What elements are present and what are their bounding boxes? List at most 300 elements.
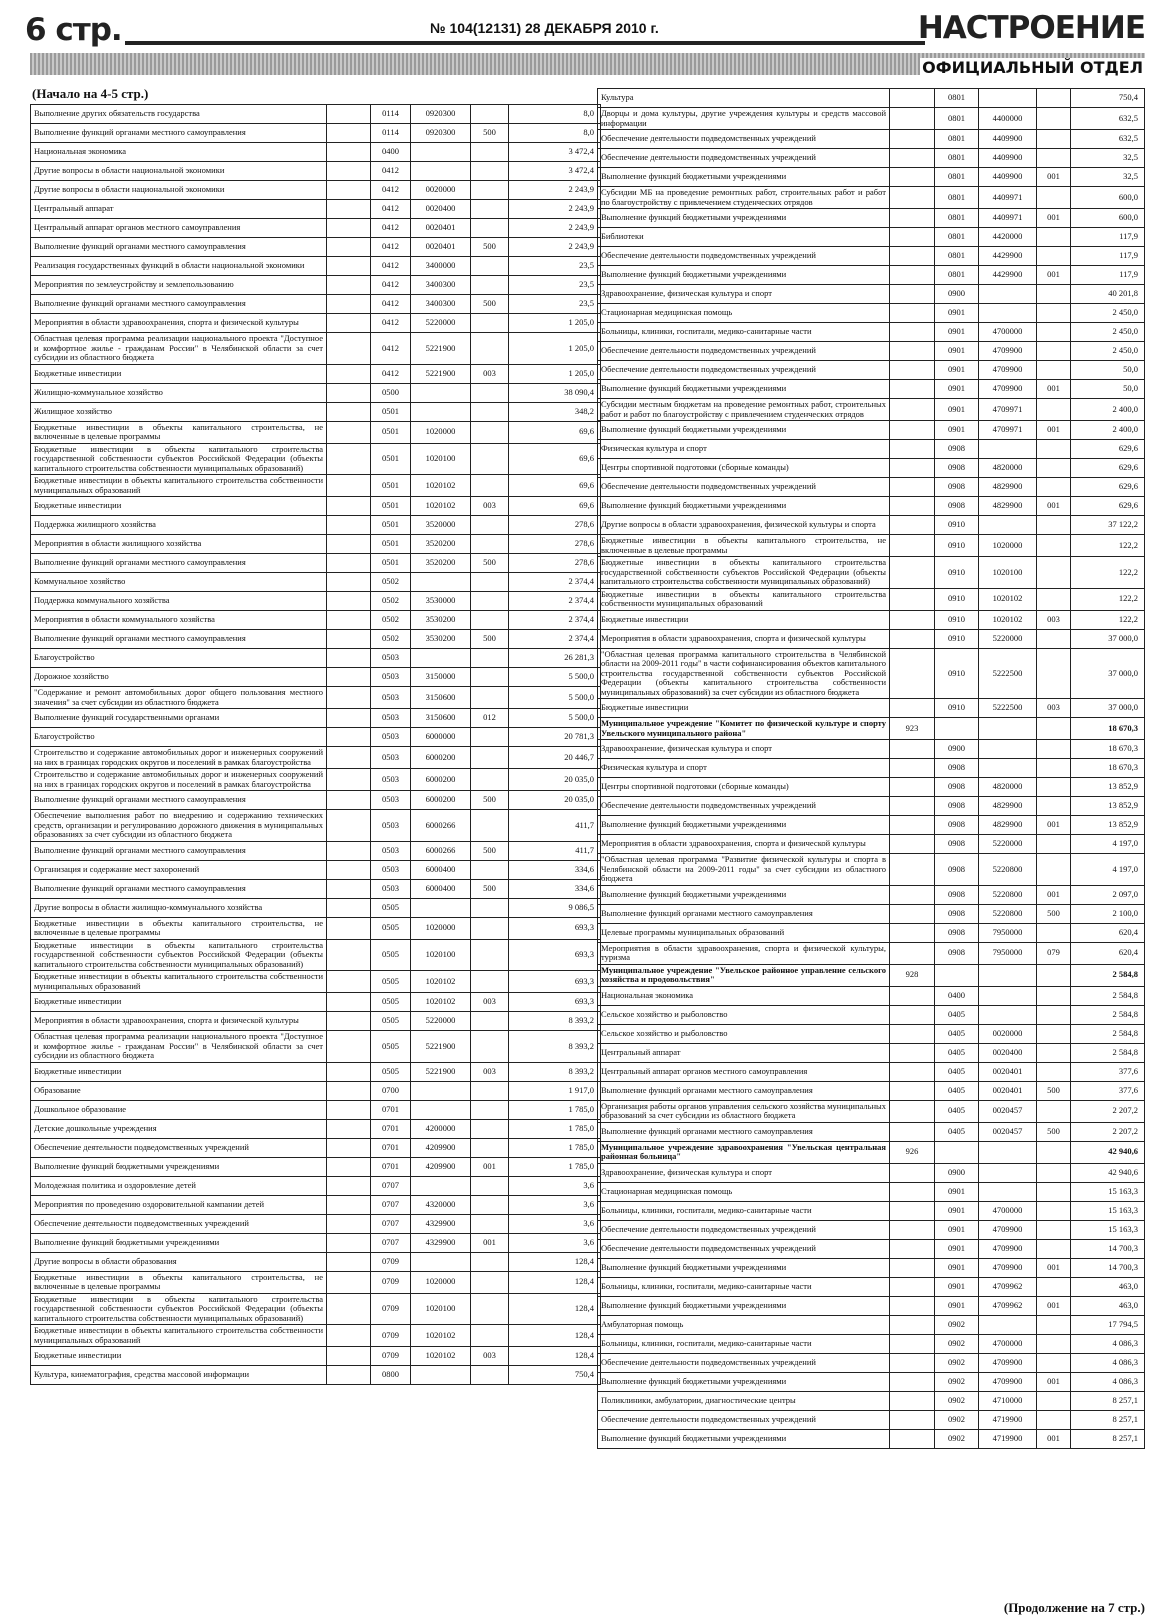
row-target: 4409900 [979,130,1037,149]
row-amount: 117,9 [1071,266,1145,285]
row-section: 0709 [371,1347,411,1366]
row-target: 4709900 [979,342,1037,361]
row-dept-code [890,1258,935,1277]
row-target [979,964,1037,986]
row-section: 0908 [935,942,979,964]
row-dept-code [327,573,371,592]
table-row [31,402,601,421]
table-row [31,314,601,333]
row-name: Мероприятия в области здравоохранения, спорта и физической культуры [31,314,327,333]
row-amount: 1 205,0 [509,314,601,333]
row-section: 0701 [371,1100,411,1119]
row-section: 0901 [935,1239,979,1258]
row-section: 0503 [371,649,411,668]
continued-from-note: (Начало на 4-5 стр.) [32,86,149,101]
table-row [31,1081,601,1100]
row-amount: 2 374,4 [509,611,601,630]
row-section: 0801 [935,209,979,228]
row-amount: 411,7 [509,810,601,842]
row-target: 5221900 [411,1031,471,1063]
row-dept-code [890,380,935,399]
table-row [31,1031,601,1063]
row-name: Другие вопросы в области национальной экономики [31,162,327,181]
row-amount: 42 940,6 [1071,1141,1145,1163]
row-dept-code [327,971,371,993]
row-target: 5220000 [411,314,471,333]
row-kind [1037,629,1071,648]
table-row [598,149,1145,168]
row-section: 0801 [935,89,979,108]
row-amount: 15 163,3 [1071,1201,1145,1220]
row-dept-code [890,1024,935,1043]
row-name: Культура, кинематография, средства массовой информации [31,1366,327,1385]
row-amount: 1 785,0 [509,1138,601,1157]
row-dept-code [327,747,371,769]
row-kind [1037,1239,1071,1258]
row-target: 1020000 [411,1271,471,1293]
table-row [31,791,601,810]
row-target [411,898,471,917]
row-dept-code [327,1119,371,1138]
table-row [31,728,601,747]
row-amount: 334,6 [509,879,601,898]
row-dept-code [327,993,371,1012]
row-amount: 693,3 [509,917,601,939]
row-section: 0503 [371,668,411,687]
row-section: 0908 [935,459,979,478]
table-row [31,1214,601,1233]
table-row [31,1293,601,1325]
left-budget-table [30,104,600,1385]
table-row [598,610,1145,629]
table-row [31,257,601,276]
row-name: Физическая культура и спорт [598,440,890,459]
row-dept-code [890,797,935,816]
row-amount: 3 472,4 [509,162,601,181]
row-name: Обеспечение деятельности подведомственных учреждений [598,130,890,149]
row-amount: 278,6 [509,535,601,554]
row-name: Областная целевая программа реализации национального проекта "Доступное и комфортное жилье - гражданам России" в Челябинской области за счет субсидии из областного бюджета [31,1031,327,1063]
table-row [31,1366,601,1385]
row-target: 4719900 [979,1429,1037,1448]
row-dept-code [327,200,371,219]
row-amount: 278,6 [509,516,601,535]
row-section: 0412 [371,364,411,383]
row-target: 3150000 [411,668,471,687]
row-target [411,1081,471,1100]
table-row [31,1195,601,1214]
row-amount: 1 785,0 [509,1157,601,1176]
row-dept-code [327,728,371,747]
row-name: Физическая культура и спорт [598,759,890,778]
row-section: 0908 [935,797,979,816]
row-section: 0405 [935,1043,979,1062]
row-section: 0114 [371,105,411,124]
row-target: 1020102 [411,497,471,516]
row-name: Выполнение функций органами местного самоуправления [31,238,327,257]
row-name: Центральный аппарат [598,1043,890,1062]
row-amount: 2 243,9 [509,181,601,200]
row-name: Благоустройство [31,728,327,747]
row-dept-code [327,1081,371,1100]
row-kind [1037,1100,1071,1122]
table-row [31,238,601,257]
row-section: 0701 [371,1157,411,1176]
row-kind [1037,247,1071,266]
row-kind [1037,149,1071,168]
row-section: 0908 [935,778,979,797]
row-target: 1020102 [979,610,1037,629]
row-amount: 50,0 [1071,380,1145,399]
row-name: "Содержание и ремонт автомобильных дорог общего пользования местного значения" за счет субсидии из областного бюджета [31,687,327,709]
row-target: 4329900 [411,1214,471,1233]
row-dept-code [890,986,935,1005]
row-section: 0901 [935,1296,979,1315]
row-dept-code [327,1176,371,1195]
row-dept-code [327,860,371,879]
row-kind [471,687,509,709]
row-amount: 2 584,8 [1071,1043,1145,1062]
page-number: 6 стр. [25,12,122,48]
row-kind: 001 [1037,1429,1071,1448]
row-name: Больницы, клиники, госпитали, медико-санитарные части [598,1277,890,1296]
table-row [31,535,601,554]
row-amount: 5 500,0 [509,668,601,687]
row-amount: 1 785,0 [509,1100,601,1119]
row-dept-code [327,709,371,728]
row-kind [1037,1220,1071,1239]
row-name: Поддержка коммунального хозяйства [31,592,327,611]
row-section: 0801 [935,247,979,266]
row-amount: 629,6 [1071,459,1145,478]
row-target: 4700000 [979,323,1037,342]
table-row [31,497,601,516]
row-kind: 001 [1037,885,1071,904]
row-name: Выполнение других обязательств государства [31,105,327,124]
row-dept-code [890,557,935,589]
row-target: 3530200 [411,611,471,630]
row-kind: 001 [1037,421,1071,440]
row-amount: 69,6 [509,421,601,443]
row-name: Выполнение функций бюджетными учреждениями [598,1372,890,1391]
row-target: 4709900 [979,1353,1037,1372]
row-kind [471,443,509,475]
row-dept-code [890,1163,935,1182]
row-target [411,402,471,421]
row-kind: 500 [471,295,509,314]
row-section: 0910 [935,535,979,557]
table-row [598,89,1145,108]
table-row [598,209,1145,228]
table-row [598,854,1145,886]
row-target: 4829900 [979,478,1037,497]
row-target: 0020457 [979,1100,1037,1122]
row-section: 0412 [371,276,411,295]
table-row [598,1372,1145,1391]
row-amount: 629,6 [1071,478,1145,497]
row-amount: 13 852,9 [1071,816,1145,835]
row-section: 0709 [371,1293,411,1325]
table-row [598,1258,1145,1277]
row-amount: 117,9 [1071,228,1145,247]
row-name: "Областная целевая программа "Развитие физической культуры и спорта в Челябинской области на 2009-2011 годы" за счет субсидии из областного бюджета [598,854,890,886]
row-amount: 69,6 [509,475,601,497]
table-row [598,964,1145,986]
row-kind [1037,1315,1071,1334]
row-dept-code [890,1182,935,1201]
row-kind [1037,399,1071,421]
row-section: 0908 [935,854,979,886]
row-name: "Областная целевая программа капитального строительства в Челябинской области на 2009-2011 годы" в части софинансирования объектов капитального строительства государственной собственности субъектов Российской Федерации (объекты капитального строительства собственности муниципальных образований) за счет субсидии из областного бюджета [598,648,890,699]
row-target: 1020102 [411,971,471,993]
table-row [31,810,601,842]
row-amount: 14 700,3 [1071,1258,1145,1277]
row-name: Другие вопросы в области образования [31,1252,327,1271]
row-kind [1037,1141,1071,1163]
row-section: 0707 [371,1195,411,1214]
row-kind [471,516,509,535]
row-kind: 500 [1037,1081,1071,1100]
table-row [598,1201,1145,1220]
row-dept-code [890,361,935,380]
row-target: 4209900 [411,1138,471,1157]
row-kind [1037,854,1071,886]
row-dept-code [890,266,935,285]
row-section: 0900 [935,740,979,759]
row-kind: 500 [1037,904,1071,923]
row-kind [471,1081,509,1100]
row-name: Выполнение функций органами местного самоуправления [31,295,327,314]
row-name: Сельское хозяйство и рыболовство [598,1024,890,1043]
table-row [31,1119,601,1138]
row-name: Выполнение функций органами местного самоуправления [598,1081,890,1100]
row-section: 0902 [935,1391,979,1410]
row-section: 0505 [371,898,411,917]
row-dept-code [890,459,935,478]
row-dept-code [327,162,371,181]
table-row [598,1081,1145,1100]
row-kind [1037,516,1071,535]
row-amount: 2 584,8 [1071,1024,1145,1043]
row-kind: 500 [471,630,509,649]
row-target: 5221900 [411,1062,471,1081]
row-name: Бюджетные инвестиции [31,364,327,383]
row-dept-code [327,939,371,971]
row-name: Реализация государственных функций в области национальной экономики [31,257,327,276]
row-name: Выполнение функций органами местного самоуправления [31,841,327,860]
row-kind: 500 [471,238,509,257]
row-dept-code [890,1100,935,1122]
row-section: 0412 [371,314,411,333]
row-dept-code [327,516,371,535]
row-amount: 8 393,2 [509,1012,601,1031]
table-row [598,588,1145,610]
row-kind: 500 [471,554,509,573]
row-kind: 012 [471,709,509,728]
row-kind [1037,740,1071,759]
row-section: 0700 [371,1081,411,1100]
row-target: 4429900 [979,247,1037,266]
row-name: Мероприятия в области здравоохранения, спорта и физической культуры [598,835,890,854]
table-row [31,181,601,200]
row-dept-code [327,1293,371,1325]
row-section: 0412 [371,333,411,365]
row-dept-code [890,535,935,557]
row-name: Выполнение функций бюджетными учреждениями [598,816,890,835]
row-section: 0400 [935,986,979,1005]
row-section: 0910 [935,648,979,699]
table-row [31,1100,601,1119]
table-row [31,898,601,917]
row-section: 0707 [371,1233,411,1252]
row-name: Организация работы органов управления сельского хозяйства муниципальных образований за счет субсидии из областного бюджета [598,1100,890,1122]
row-name: Организация и содержание мест захоронений [31,860,327,879]
row-dept-code [890,516,935,535]
row-section: 0505 [371,1012,411,1031]
row-name: Муниципальное учреждение "Увельское районное управление сельского хозяйства и продовольствия" [598,964,890,986]
row-dept-code [327,535,371,554]
row-name: Коммунальное хозяйство [31,573,327,592]
row-amount: 23,5 [509,295,601,314]
row-target [411,1366,471,1385]
row-amount: 18 670,3 [1071,759,1145,778]
row-amount: 20 035,0 [509,769,601,791]
row-dept-code [890,478,935,497]
row-target: 3530000 [411,592,471,611]
row-kind [471,314,509,333]
row-section [935,964,979,986]
table-row [31,917,601,939]
table-row [31,611,601,630]
row-name: Выполнение функций органами местного самоуправления [31,124,327,143]
row-kind [471,143,509,162]
row-dept-code [327,687,371,709]
row-kind [471,421,509,443]
row-kind [1037,108,1071,130]
row-section: 0505 [371,971,411,993]
row-kind [1037,1277,1071,1296]
row-amount: 15 163,3 [1071,1182,1145,1201]
row-name: Обеспечение деятельности подведомственных учреждений [598,361,890,380]
row-amount: 377,6 [1071,1062,1145,1081]
row-section: 0908 [935,835,979,854]
row-amount: 629,6 [1071,440,1145,459]
row-section: 0801 [935,108,979,130]
row-dept-code [327,791,371,810]
row-section: 0901 [935,399,979,421]
table-row [31,592,601,611]
row-section: 0801 [935,266,979,285]
row-dept-code [327,630,371,649]
row-amount: 8 393,2 [509,1031,601,1063]
row-kind [471,668,509,687]
row-amount: 15 163,3 [1071,1220,1145,1239]
table-row [598,187,1145,209]
row-name: Выполнение функций бюджетными учреждениями [598,168,890,187]
row-section: 0405 [935,1100,979,1122]
row-amount: 1 205,0 [509,364,601,383]
row-kind [471,1138,509,1157]
row-kind [1037,648,1071,699]
row-target: 4429900 [979,266,1037,285]
row-dept-code [327,879,371,898]
row-dept-code [327,1366,371,1385]
row-dept-code [890,304,935,323]
row-kind [471,219,509,238]
row-section: 0910 [935,557,979,589]
row-target: 4709900 [979,361,1037,380]
table-row [31,879,601,898]
row-kind [471,402,509,421]
table-row [598,648,1145,699]
row-target [411,1100,471,1119]
row-dept-code [327,124,371,143]
row-amount: 2 400,0 [1071,399,1145,421]
row-target: 6000266 [411,841,471,860]
row-amount: 3,6 [509,1176,601,1195]
row-amount: 128,4 [509,1293,601,1325]
row-name: Больницы, клиники, госпитали, медико-санитарные части [598,1334,890,1353]
row-name: Обеспечение выполнения работ по внедрению и содержанию технических средств, организации и регулированию дорожного движения в муниципальных образованиях за счет субсидии из областного бюджета [31,810,327,842]
row-kind: 003 [1037,610,1071,629]
row-target: 4709962 [979,1277,1037,1296]
row-section: 0503 [371,879,411,898]
row-target: 1020102 [979,588,1037,610]
row-dept-code [890,1220,935,1239]
row-dept-code [327,1325,371,1347]
row-target: 4820000 [979,778,1037,797]
row-target: 4700000 [979,1201,1037,1220]
table-row [598,399,1145,421]
table-row [598,1100,1145,1122]
row-amount: 8,0 [509,124,601,143]
row-section: 0709 [371,1252,411,1271]
row-amount: 2 374,4 [509,592,601,611]
row-target [979,1141,1037,1163]
row-dept-code [327,810,371,842]
row-kind [1037,986,1071,1005]
row-target: 1020102 [411,993,471,1012]
table-row [31,443,601,475]
row-kind [471,1176,509,1195]
table-row [31,1347,601,1366]
table-row [31,709,601,728]
row-section: 0901 [935,1201,979,1220]
row-name: Выполнение функций органами местного самоуправления [598,1122,890,1141]
row-name: Выполнение функций органами местного самоуправления [598,904,890,923]
table-row [31,333,601,365]
row-name: Жилищно-коммунальное хозяйство [31,383,327,402]
row-amount: 122,2 [1071,588,1145,610]
row-name: Мероприятия в области коммунального хозяйства [31,611,327,630]
table-row [31,516,601,535]
table-row [598,1024,1145,1043]
row-name: Мероприятия в области здравоохранения, спорта и физической культуры [31,1012,327,1031]
row-kind: 500 [471,879,509,898]
row-target [411,1176,471,1195]
row-target: 4709900 [979,1258,1037,1277]
row-section: 0503 [371,769,411,791]
row-dept-code [327,1214,371,1233]
row-dept-code [890,1353,935,1372]
row-dept-code [890,1296,935,1315]
row-target: 0020400 [979,1043,1037,1062]
row-dept-code [890,699,935,718]
table-row [598,1353,1145,1372]
row-kind [1037,797,1071,816]
row-target [979,986,1037,1005]
row-amount: 3,6 [509,1214,601,1233]
